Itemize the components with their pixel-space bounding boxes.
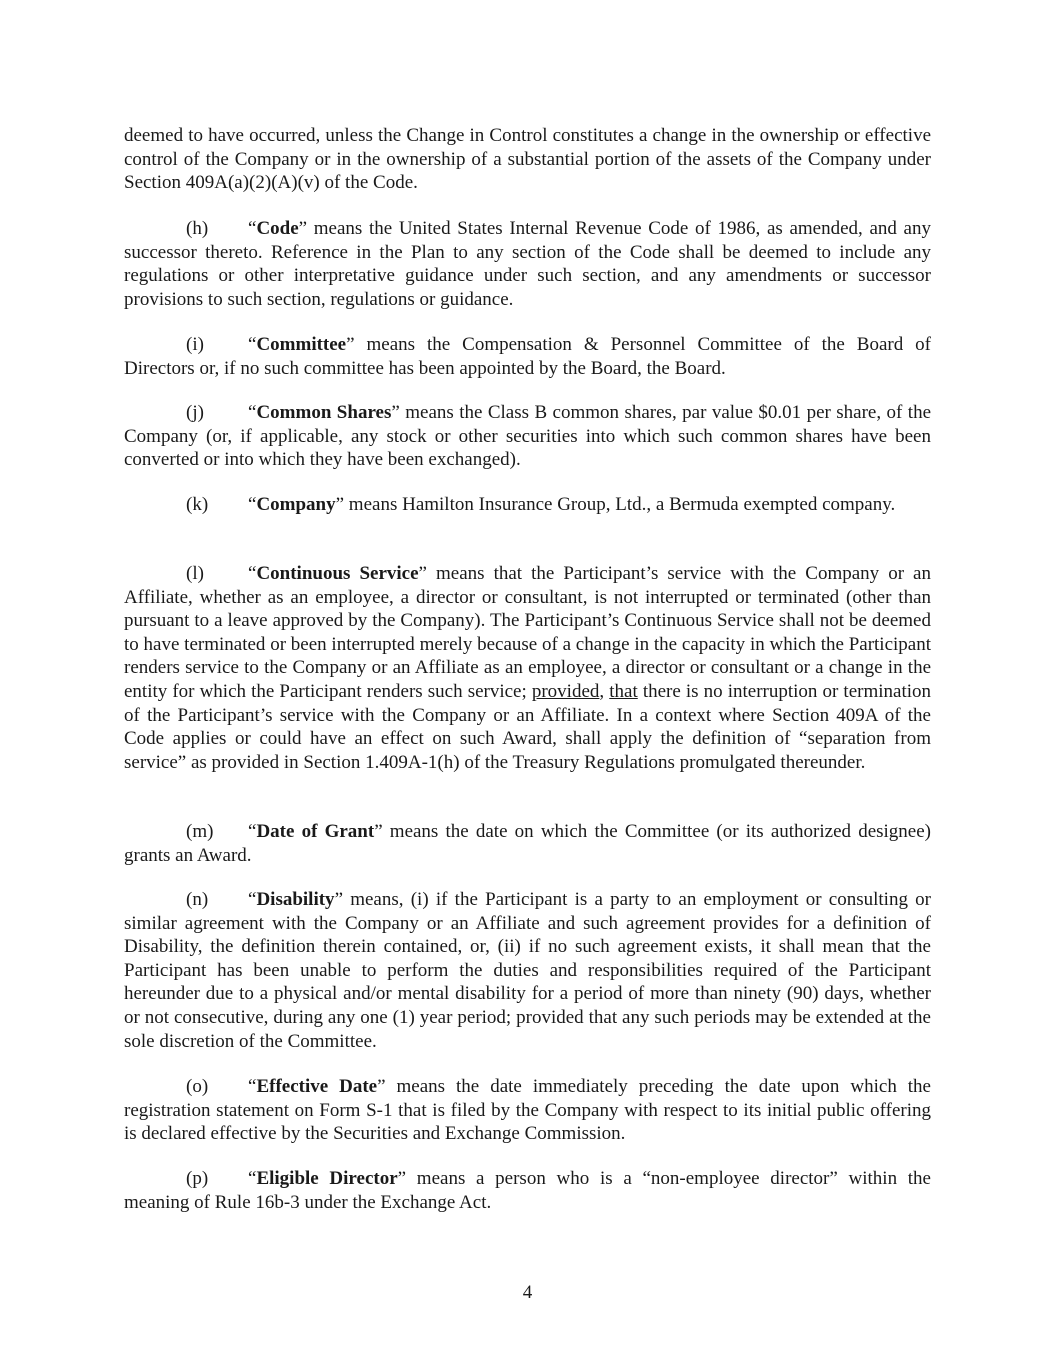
underlined-that: that [609,680,638,702]
definition-text: ” means a person who is a “non-employee director” within the meaning of Rule 16b-3 under the Exchange Act. [124,1168,931,1213]
defined-term: Committee [256,334,347,355]
definition-code: (h) “Code” means the United States Internal Revenue Code of 1986, as amended, and any successor thereto. Reference in the Plan to any section of the Code shall be deemed to include any regulations or other interpretative guidance under such section, and any amendments or successor provisions to such section, regulations or guidance. [124,218,931,310]
definition-disability: (n) “Disability” means, (i) if the Participant is a party to an employment or consulting or similar agreement with the Company or an Affiliate and such agreement provides for a definition of Disability, the definition therein contained, or, (ii) if no such agreement exists, it shall mean that the Participant has been unable to perform the duties and responsibilities required of the Participant hereunder due to a physical and/or mental disability for a period of more than ninety (90) days, whether or not consecutive, during any one (1) year period; provided that any such periods may be extended at the sole discretion of the Committee. [124,889,931,1052]
definition-company: (k) “Company” means Hamilton Insurance Group, Ltd., a Bermuda exempted company. [186,494,896,515]
definition-text: ” means the Compensation & Personnel Committee of the Board of Directors or, if no such committee has been appointed by the Board, the Board. [124,334,931,379]
clause-label: (o) [186,1076,209,1097]
defined-term: Continuous Service [256,563,419,584]
definition-continuous-service: (l) “Continuous Service” means that the Participant’s service with the Company or an Affiliate, whether as an employee, a director or consultant, is not interrupted or terminated (other than pursuant to a leave approved by the Company). The Participant’s Continuous Service shall not be deemed to have terminated or been interrupted merely because of a change in the capacity in which the Participant renders service to the Company or an Affiliate as an employee, a director or consultant or a change in the entity for which the Participant renders such service; provided, that there is no interruption or termination of the Participant’s service with the Company or an Affiliate. In a context where Section 409A of the Code applies or could have an effect on such Award, shall apply the definition of “separation from service” as provided in Section 1.409A-1(h) of the Treasury Regulations promulgated thereunder. [124,563,932,773]
definition-committee: (i) “Committee” means the Compensation & Personnel Committee of the Board of Directors or, if no such committee has been appointed by the Board, the Board. [124,334,931,379]
defined-term: Date of Grant [256,821,375,842]
clause-label: (i) [186,334,204,355]
definition-eligible-director: (p) “Eligible Director” means a person who is a “non-employee director” within the meaning of Rule 16b-3 under the Exchange Act. [124,1168,931,1213]
definition-common-shares: (j) “Common Shares” means the Class B common shares, par value $0.01 per share, of the Company (or, if applicable, any stock or other securities into which such common shares have been converted or into which they have been exchanged). [124,402,932,471]
definition-effective-date: (o) “Effective Date” means the date immediately preceding the date upon which the registration statement on Form S-1 that is filed by the Company with respect to its initial public offering is declared effective by the Securities and Exchange Commission. [124,1076,931,1145]
defined-term: Disability [256,889,335,910]
defined-term: Code [256,218,299,239]
clause-label: (n) [186,889,209,910]
clause-label: (j) [186,402,204,423]
clause-label: (m) [186,821,214,842]
definition-text-continued: there is no interruption or termination of the Participant’s service with the Company or an Affiliate. In a context where Section 409A of the Code applies or could have an effect on such Award, shall apply the definition of “separation from service” as provided in Section 1.409A-1(h) of the Treasury Regulations promulgated thereunder. [124,680,932,773]
definition-text: ” means the date on which the Committee (or its authorized designee) grants an Award. [124,821,931,866]
definition-text: ” means that the Participant’s service with the Company or an Affiliate, whether as an employee, a director or consultant, is not interrupted or terminated (other than pursuant to a leave approved by the Company). The Participant’s Continuous Service shall not be deemed to have terminated or been interrupted merely because of a change in the capacity in which the Participant renders service to the Company or an Affiliate as an employee, a director or consultant or a change in the entity for which the Participant renders such service; [124,563,931,702]
intro-paragraph [124,124,931,195]
definition-text: ” means the date immediately preceding the date upon which the registration statement on Form S-1 that is filed by the Company with respect to its initial public offering is declared effective by the Securities and Exchange Commission. [124,1076,931,1145]
definition-date-of-grant: (m) “Date of Grant” means the date on which the Committee (or its authorized designee) grants an Award. [124,821,931,866]
intro-text: deemed to have occurred, unless the Change in Control constitutes a change in the ownership or effective control of the Company or in the ownership of a substantial portion of the assets of the Company under Section 409A(a)(2)(A)(v) of the Code. [124,125,931,194]
defined-term: Company [256,494,336,515]
clause-label: (p) [186,1168,209,1189]
definition-text: ” means, (i) if the Participant is a party to an employment or consulting or similar agreement with the Company or an Affiliate and such agreement provides for a definition of Disability, the definition therein contained, or, (ii) if no such agreement exists, it shall mean that the Participant has been unable to perform the duties and responsibilities required of the Participant hereunder due to a physical and/or mental disability for a period of more than ninety (90) days, whether or not consecutive, during any one (1) year period; provided that any such periods may be extended at the sole discretion of the Committee. [124,889,931,1052]
defined-term: Effective Date [256,1076,378,1097]
clause-label: (k) [186,494,209,515]
definition-text: ” means the Class B common shares, par value $0.01 per share, of the Company (or, if applicable, any stock or other securities into which such common shares have been converted or into which they have been exchanged). [124,402,932,471]
underlined-provided: provided [531,680,600,702]
definition-text: ” means the United States Internal Revenue Code of 1986, as amended, and any successor thereto. Reference in the Plan to any section of the Code shall be deemed to include any regulations or other interpretative guidance under such section, and any amendments or successor provisions to such section, regulations or guidance. [124,218,931,310]
definition-text: ” means Hamilton Insurance Group, Ltd., a Bermuda exempted company. [335,494,896,515]
defined-term: Common Shares [256,402,392,423]
clause-label: (l) [186,563,204,584]
defined-term: Eligible Director [256,1168,398,1189]
page-number: 4 [522,1282,533,1303]
clause-label: (h) [186,218,209,239]
